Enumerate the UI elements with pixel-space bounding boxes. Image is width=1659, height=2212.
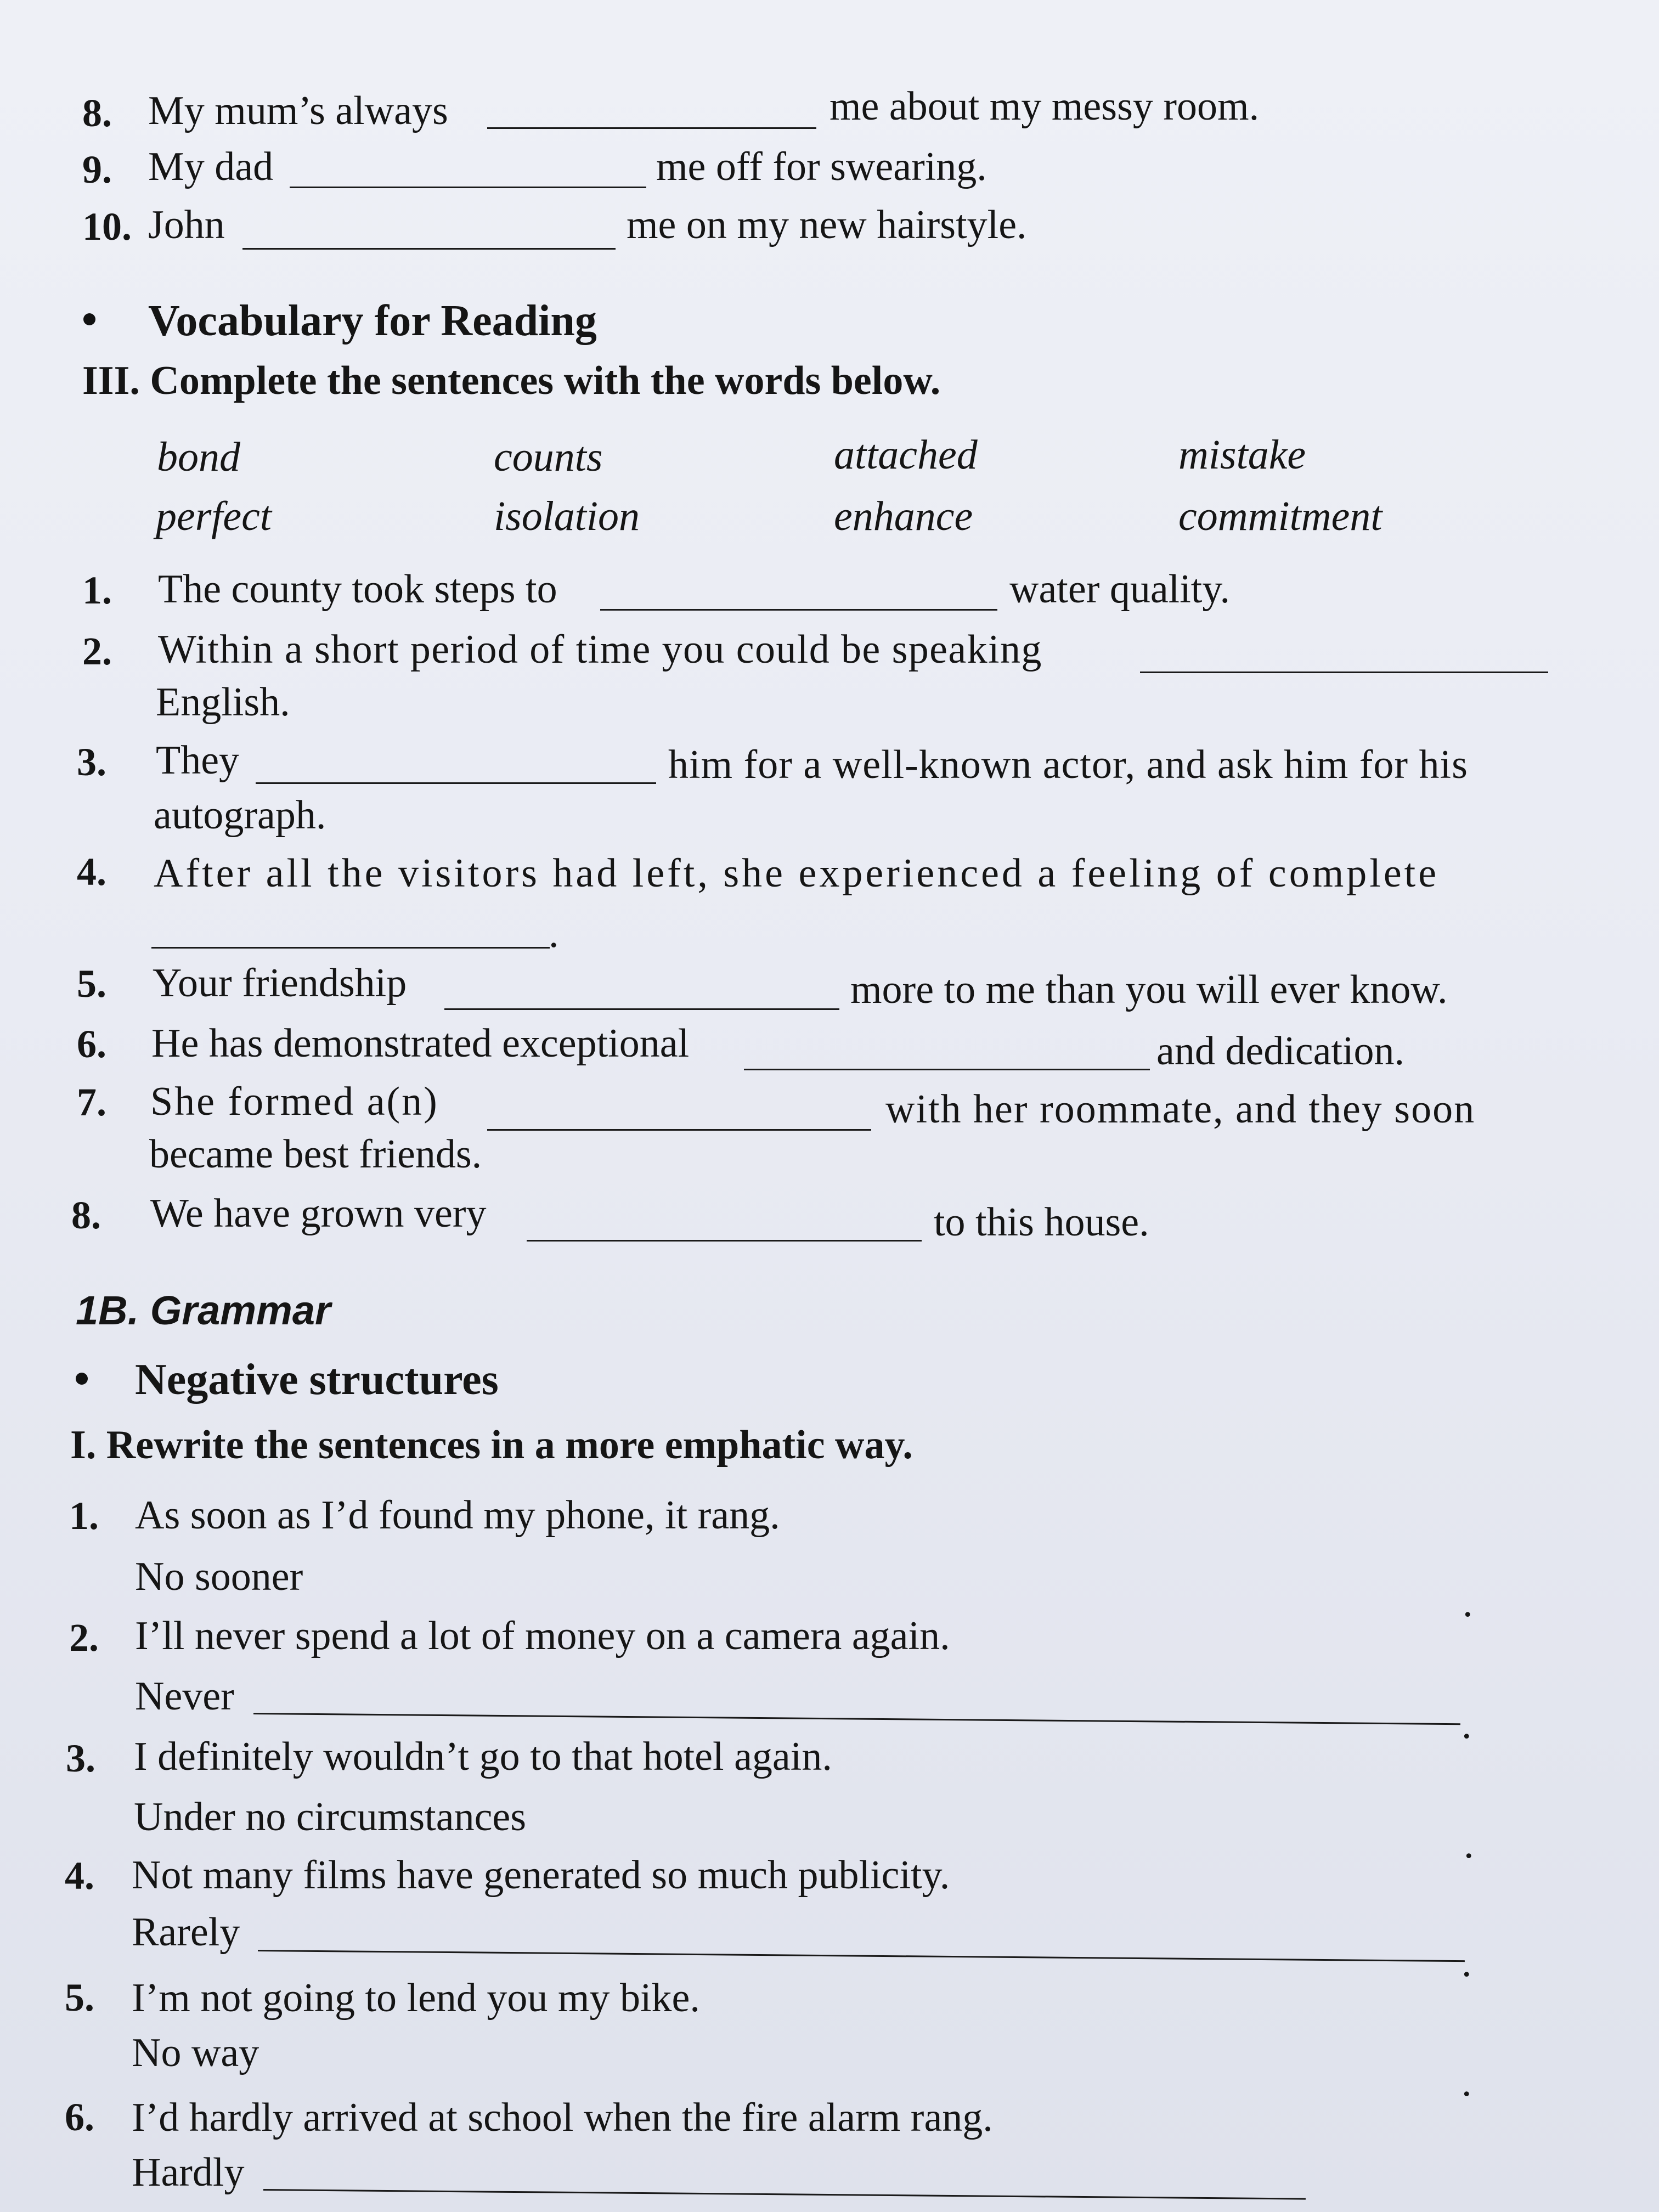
answer-blank[interactable] (527, 1240, 922, 1242)
item-number: 6. (77, 1022, 106, 1066)
item-number: 2. (82, 629, 112, 673)
sentence-start: Within a short period of time you could be speaking (158, 627, 1042, 672)
word-bank-item: perfect (156, 493, 272, 539)
answer-blank[interactable] (290, 187, 646, 188)
item-number: 4. (65, 1854, 94, 1898)
original-sentence: I’ll never spend a lot of money on a camera again. (135, 1613, 950, 1658)
sentence-continuation: autograph. (154, 793, 326, 838)
sentence-end: water quality. (1009, 567, 1231, 612)
section-heading: Negative structures (135, 1356, 499, 1404)
sentence-start: She formed a(n) (150, 1079, 439, 1124)
sentence-end: me about my messy room. (830, 84, 1260, 129)
sentence-start: Your friendship (153, 961, 407, 1006)
original-sentence: I’m not going to lend you my bike. (132, 1976, 700, 2021)
sentence-continuation: English. (156, 680, 290, 725)
item-number: 1. (82, 568, 112, 612)
answer-blank[interactable] (444, 1008, 839, 1010)
item-number: 1. (69, 1494, 99, 1538)
sentence-end: to this house. (934, 1200, 1149, 1245)
answer-blank[interactable] (151, 947, 550, 949)
section-title: 1B. Grammar (76, 1288, 331, 1333)
word-bank-item: enhance (834, 493, 973, 539)
sentence-start: John (148, 202, 225, 247)
item-number: 8. (82, 91, 112, 135)
item-number: 2. (69, 1616, 99, 1660)
word-bank-item: attached (834, 432, 978, 478)
item-number: 8. (71, 1193, 101, 1237)
sentence-punctuation: . (549, 911, 559, 956)
answer-blank[interactable] (600, 609, 997, 611)
sentence-punctuation: . (1462, 1702, 1472, 1747)
item-number: 5. (65, 1976, 94, 2019)
sentence-starter: Never (135, 1674, 234, 1719)
word-bank-item: commitment (1178, 493, 1383, 539)
answer-blank[interactable] (242, 248, 616, 250)
answer-blank[interactable] (280, 2074, 1459, 2075)
sentence-punctuation: . (1462, 1940, 1472, 1985)
answer-blank[interactable] (565, 1838, 1465, 1839)
sentence-punctuation: . (1464, 1822, 1474, 1867)
item-number: 5. (77, 962, 106, 1006)
word-bank-item: bond (157, 434, 240, 480)
sentence-start: My mum’s always (148, 88, 448, 133)
section-heading: Vocabulary for Reading (148, 297, 597, 345)
exercise-instruction: III. Complete the sentences with the words below. (82, 358, 941, 403)
original-sentence: Not many films have generated so much publicity. (132, 1853, 950, 1898)
sentence-end: more to me than you will ever know. (850, 967, 1448, 1012)
original-sentence: I definitely wouldn’t go to that hotel again. (134, 1734, 832, 1779)
sentence-end: me off for swearing. (656, 144, 987, 189)
answer-blank[interactable] (336, 1602, 1466, 1604)
sentence-punctuation: . (1463, 1581, 1473, 1626)
word-bank-item: isolation (494, 493, 640, 539)
item-number: 3. (66, 1736, 95, 1780)
item-number: 7. (77, 1080, 106, 1124)
sentence-start: The county took steps to (158, 567, 557, 612)
original-sentence: I’d hardly arrived at school when the fire alarm rang. (132, 2095, 993, 2140)
answer-blank[interactable] (1140, 672, 1548, 673)
item-number: 9. (82, 148, 112, 191)
sentence-start: We have grown very (150, 1191, 487, 1236)
item-number: 4. (77, 850, 106, 894)
sentence-end: me on my new hairstyle. (627, 202, 1027, 247)
answer-blank[interactable] (487, 127, 816, 129)
sentence-start: My dad (148, 144, 274, 189)
word-bank-item: counts (494, 434, 603, 480)
sentence-punctuation: . (1462, 2060, 1472, 2105)
answer-blank[interactable] (258, 1950, 1465, 1962)
sentence-starter: No way (132, 2030, 259, 2075)
sentence-end: him for a well-known actor, and ask him for his (668, 742, 1468, 787)
sentence-starter: No sooner (135, 1554, 303, 1599)
sentence-end: with her roommate, and they soon (885, 1087, 1476, 1132)
sentence-continuation: became best friends. (149, 1132, 482, 1177)
exercise-instruction: I. Rewrite the sentences in a more emphatic way. (70, 1423, 913, 1468)
item-number: 3. (77, 740, 106, 784)
bullet-point (83, 313, 95, 325)
word-bank-item: mistake (1178, 432, 1306, 478)
sentence-start: They (156, 738, 240, 783)
original-sentence: As soon as I’d found my phone, it rang. (135, 1493, 780, 1538)
answer-blank[interactable] (253, 1713, 1460, 1725)
sentence-starter: Rarely (132, 1910, 240, 1955)
sentence-end: and dedication. (1156, 1029, 1405, 1074)
item-number: 6. (65, 2095, 94, 2139)
answer-blank[interactable] (744, 1069, 1150, 1070)
item-number: 10. (82, 205, 132, 249)
sentence-starter: Hardly (132, 2150, 245, 2195)
answer-blank[interactable] (256, 782, 656, 784)
sentence-start: After all the visitors had left, she experienced a feeling of complete (154, 851, 1440, 896)
sentence-start: He has demonstrated exceptional (151, 1021, 690, 1066)
answer-blank[interactable] (263, 2189, 1306, 2200)
answer-blank[interactable] (487, 1129, 871, 1131)
sentence-starter: Under no circumstances (134, 1795, 527, 1839)
bullet-point (76, 1373, 88, 1385)
